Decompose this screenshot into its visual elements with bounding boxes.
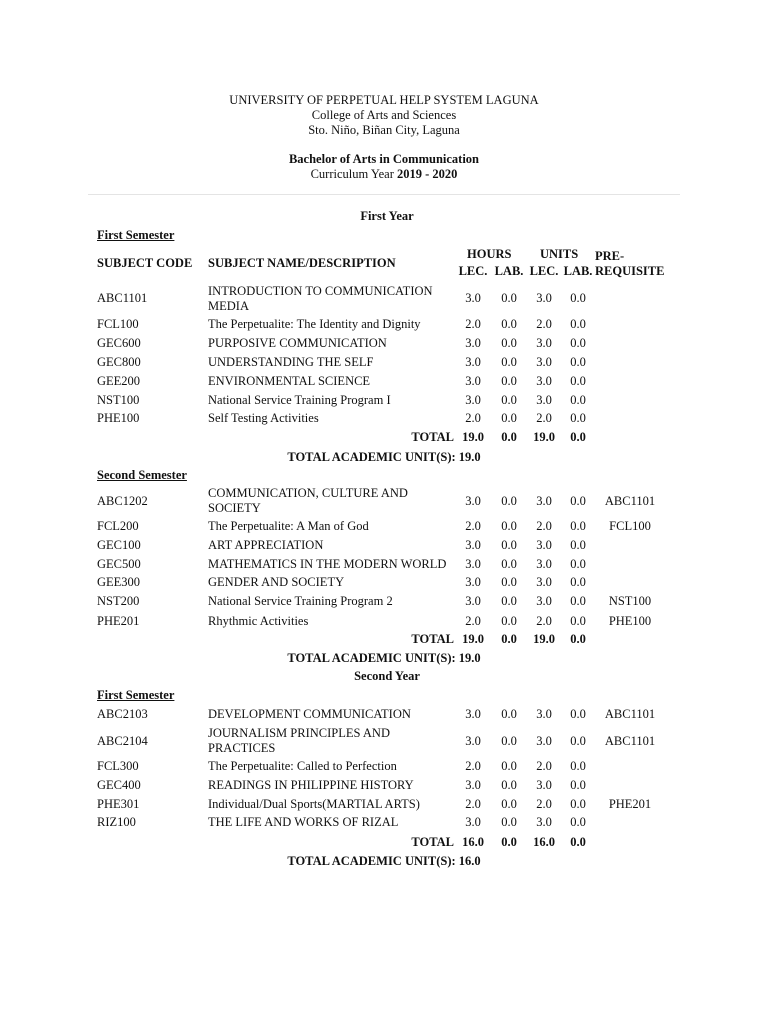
units-lec: 2.0 xyxy=(536,797,552,811)
year-title: Second Year xyxy=(354,669,420,683)
subject-code: ABC1202 xyxy=(97,494,148,508)
total-label: TOTAL xyxy=(411,835,454,849)
total-units-lec: 16.0 xyxy=(533,835,555,849)
total-hours-lec: 19.0 xyxy=(462,632,484,646)
total-units-lab: 0.0 xyxy=(570,835,586,849)
subject-code: GEC800 xyxy=(97,355,141,369)
hours-lec: 3.0 xyxy=(465,355,481,369)
hours-lab: 0.0 xyxy=(501,317,517,331)
subject-name: The Perpetualite: Called to Perfection xyxy=(208,759,397,773)
hours-lab: 0.0 xyxy=(501,778,517,792)
total-hours-lec: 19.0 xyxy=(462,430,484,444)
subject-code: PHE301 xyxy=(97,797,140,811)
hours-lec: 3.0 xyxy=(465,575,481,589)
units-lec: 3.0 xyxy=(536,393,552,407)
units-lec: 3.0 xyxy=(536,815,552,829)
units-lec: 3.0 xyxy=(536,707,552,721)
college-name: College of Arts and Sciences xyxy=(311,108,457,122)
subject-code: RIZ100 xyxy=(97,815,136,829)
hours-lab: 0.0 xyxy=(501,374,517,388)
total-hours-lab: 0.0 xyxy=(501,835,517,849)
units-lab: 0.0 xyxy=(570,557,586,571)
units-lab: 0.0 xyxy=(570,815,586,829)
units-lab: 0.0 xyxy=(570,393,586,407)
hours-lec: 3.0 xyxy=(465,494,481,508)
semester-title: First Semester xyxy=(97,688,175,702)
units-lec: 3.0 xyxy=(536,778,552,792)
subject-name: COMMUNICATION, CULTURE AND SOCIETY xyxy=(208,486,408,515)
hours-lab: 0.0 xyxy=(501,291,517,305)
hours-lec: 3.0 xyxy=(465,594,481,608)
col-hours-lec: LEC. xyxy=(458,264,488,278)
hours-lab: 0.0 xyxy=(501,393,517,407)
hours-lab: 0.0 xyxy=(501,494,517,508)
units-lec: 3.0 xyxy=(536,557,552,571)
hours-lec: 3.0 xyxy=(465,815,481,829)
hours-lec: 3.0 xyxy=(465,707,481,721)
hours-lab: 0.0 xyxy=(501,759,517,773)
subject-code: ABC2104 xyxy=(97,734,148,748)
prerequisite: ABC1101 xyxy=(604,494,656,508)
total-label: TOTAL xyxy=(411,632,454,646)
hours-lec: 2.0 xyxy=(465,519,481,533)
program-title: Bachelor of Arts in Communication xyxy=(288,152,480,166)
subject-name: UNDERSTANDING THE SELF xyxy=(208,355,374,369)
subject-code: GEE200 xyxy=(97,374,141,388)
units-lec: 3.0 xyxy=(536,374,552,388)
subject-name: PURPOSIVE COMMUNICATION xyxy=(208,336,387,350)
units-lec: 2.0 xyxy=(536,614,552,628)
hours-lab: 0.0 xyxy=(501,707,517,721)
hours-lec: 2.0 xyxy=(465,317,481,331)
hours-lec: 3.0 xyxy=(465,336,481,350)
subject-name: THE LIFE AND WORKS OF RIZAL xyxy=(208,815,399,829)
hours-lab: 0.0 xyxy=(501,815,517,829)
subject-name: ART APPRECIATION xyxy=(208,538,324,552)
hours-lab: 0.0 xyxy=(501,411,517,425)
units-lec: 3.0 xyxy=(536,594,552,608)
units-lec: 2.0 xyxy=(536,759,552,773)
hours-lab: 0.0 xyxy=(501,557,517,571)
hours-lec: 3.0 xyxy=(465,557,481,571)
total-hours-lab: 0.0 xyxy=(501,632,517,646)
hours-lec: 3.0 xyxy=(465,291,481,305)
col-units-lab: LAB. xyxy=(563,264,593,278)
units-lec: 2.0 xyxy=(536,519,552,533)
subject-name: The Perpetualite: A Man of God xyxy=(208,519,369,533)
units-lab: 0.0 xyxy=(570,594,586,608)
hours-lec: 3.0 xyxy=(465,778,481,792)
subject-code: FCL200 xyxy=(97,519,139,533)
subject-name: READINGS IN PHILIPPINE HISTORY xyxy=(208,778,414,792)
subject-code: GEC100 xyxy=(97,538,141,552)
units-lab: 0.0 xyxy=(570,707,586,721)
total-units-lab: 0.0 xyxy=(570,632,586,646)
hours-lec: 2.0 xyxy=(465,411,481,425)
units-lab: 0.0 xyxy=(570,374,586,388)
year-title: First Year xyxy=(360,209,414,223)
subject-name: Individual/Dual Sports(MARTIAL ARTS) xyxy=(208,797,420,811)
col-hours-lab: LAB. xyxy=(494,264,524,278)
total-label: TOTAL xyxy=(411,430,454,444)
units-lab: 0.0 xyxy=(570,519,586,533)
units-lab: 0.0 xyxy=(570,355,586,369)
subject-name: National Service Training Program 2 xyxy=(208,594,393,608)
col-subject-code: SUBJECT CODE xyxy=(97,256,193,270)
col-units: UNITS xyxy=(540,247,579,261)
col-units-lec: LEC. xyxy=(529,264,559,278)
prerequisite: PHE100 xyxy=(608,614,652,628)
subject-name: National Service Training Program I xyxy=(208,393,391,407)
hours-lab: 0.0 xyxy=(501,575,517,589)
units-lec: 3.0 xyxy=(536,355,552,369)
prerequisite: FCL100 xyxy=(609,519,651,533)
subject-name: MATHEMATICS IN THE MODERN WORLD xyxy=(208,557,447,571)
subject-name: INTRODUCTION TO COMMUNICATION MEDIA xyxy=(208,284,433,313)
units-lab: 0.0 xyxy=(570,734,586,748)
prerequisite: ABC1101 xyxy=(604,734,656,748)
hours-lab: 0.0 xyxy=(501,614,517,628)
units-lec: 3.0 xyxy=(536,575,552,589)
hours-lab: 0.0 xyxy=(501,797,517,811)
subject-code: GEE300 xyxy=(97,575,141,589)
subject-code: ABC2103 xyxy=(97,707,148,721)
subject-code: ABC1101 xyxy=(97,291,148,305)
units-lab: 0.0 xyxy=(570,538,586,552)
semester-title: Second Semester xyxy=(97,468,187,482)
subject-code: GEC500 xyxy=(97,557,141,571)
total-academic-units: TOTAL ACADEMIC UNIT(S): 19.0 xyxy=(287,651,481,665)
hours-lab: 0.0 xyxy=(501,519,517,533)
subject-name: ENVIRONMENTAL SCIENCE xyxy=(208,374,371,388)
units-lec: 3.0 xyxy=(536,734,552,748)
units-lab: 0.0 xyxy=(570,778,586,792)
hours-lab: 0.0 xyxy=(501,538,517,552)
units-lab: 0.0 xyxy=(570,575,586,589)
subject-name: Rhythmic Activities xyxy=(208,614,309,628)
subject-code: FCL100 xyxy=(97,317,139,331)
prerequisite: PHE201 xyxy=(608,797,652,811)
hours-lab: 0.0 xyxy=(501,734,517,748)
prerequisite: ABC1101 xyxy=(604,707,656,721)
total-academic-units: TOTAL ACADEMIC UNIT(S): 16.0 xyxy=(287,854,481,868)
header-divider xyxy=(88,194,680,195)
total-academic-units: TOTAL ACADEMIC UNIT(S): 19.0 xyxy=(287,450,481,464)
units-lab: 0.0 xyxy=(570,614,586,628)
prerequisite: NST100 xyxy=(608,594,652,608)
units-lab: 0.0 xyxy=(570,797,586,811)
units-lab: 0.0 xyxy=(570,336,586,350)
total-units-lec: 19.0 xyxy=(533,632,555,646)
curriculum-year xyxy=(0,167,768,182)
subject-name: The Perpetualite: The Identity and Dignity xyxy=(208,317,421,331)
subject-name: DEVELOPMENT COMMUNICATION xyxy=(208,707,411,721)
subject-code: GEC400 xyxy=(97,778,141,792)
subject-code: NST100 xyxy=(97,393,140,407)
units-lab: 0.0 xyxy=(570,494,586,508)
hours-lab: 0.0 xyxy=(501,594,517,608)
subject-code: GEC600 xyxy=(97,336,141,350)
units-lec: 3.0 xyxy=(536,291,552,305)
total-units-lab: 0.0 xyxy=(570,430,586,444)
hours-lec: 3.0 xyxy=(465,734,481,748)
total-hours-lec: 16.0 xyxy=(462,835,484,849)
subject-name: Self Testing Activities xyxy=(208,411,319,425)
subject-code: PHE100 xyxy=(97,411,140,425)
col-subject-name: SUBJECT NAME/DESCRIPTION xyxy=(208,256,396,270)
subject-code: NST200 xyxy=(97,594,140,608)
curriculum-year-label: Curriculum Year xyxy=(310,167,394,181)
university-name: UNIVERSITY OF PERPETUAL HELP SYSTEM LAGUNA xyxy=(229,93,539,107)
curriculum-year-value: 2019 - 2020 xyxy=(397,167,458,181)
units-lec: 3.0 xyxy=(536,336,552,350)
col-prerequisite: PRE- REQUISITE xyxy=(595,249,665,278)
subject-name: JOURNALISM PRINCIPLES AND PRACTICES xyxy=(208,726,390,755)
hours-lab: 0.0 xyxy=(501,355,517,369)
units-lec: 2.0 xyxy=(536,317,552,331)
semester-title: First Semester xyxy=(97,228,175,242)
hours-lec: 2.0 xyxy=(465,797,481,811)
hours-lec: 3.0 xyxy=(465,393,481,407)
college-address: Sto. Niño, Biñan City, Laguna xyxy=(308,123,460,137)
units-lec: 3.0 xyxy=(536,538,552,552)
hours-lec: 3.0 xyxy=(465,538,481,552)
total-hours-lab: 0.0 xyxy=(501,430,517,444)
hours-lab: 0.0 xyxy=(501,336,517,350)
subject-name: GENDER AND SOCIETY xyxy=(208,575,345,589)
units-lec: 2.0 xyxy=(536,411,552,425)
subject-code: FCL300 xyxy=(97,759,139,773)
units-lab: 0.0 xyxy=(570,411,586,425)
units-lab: 0.0 xyxy=(570,759,586,773)
total-units-lec: 19.0 xyxy=(533,430,555,444)
units-lab: 0.0 xyxy=(570,291,586,305)
subject-code: PHE201 xyxy=(97,614,140,628)
col-hours: HOURS xyxy=(467,247,512,261)
units-lec: 3.0 xyxy=(536,494,552,508)
units-lab: 0.0 xyxy=(570,317,586,331)
hours-lec: 3.0 xyxy=(465,374,481,388)
hours-lec: 2.0 xyxy=(465,759,481,773)
hours-lec: 2.0 xyxy=(465,614,481,628)
